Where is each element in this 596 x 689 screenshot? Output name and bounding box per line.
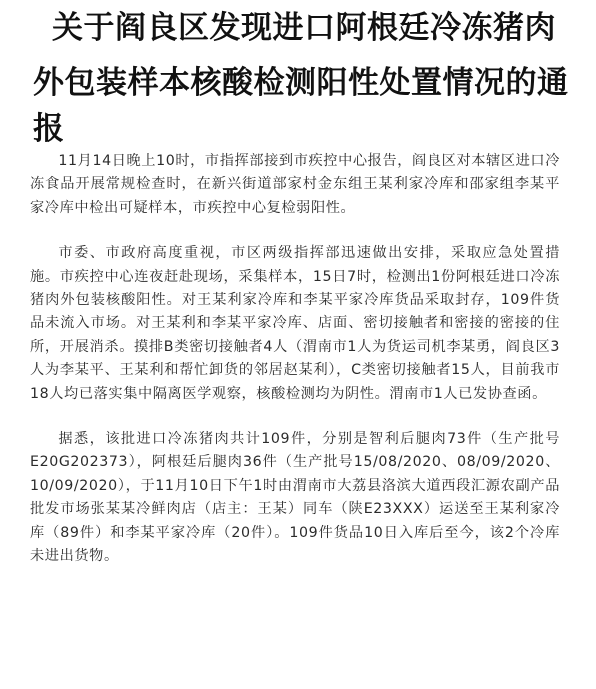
paragraph-emergency-response: 市委、市政府高度重视，市区两级指挥部迅速做出安排，采取应急处置措施。市疾控中心连夜赶赴现场，采集样本，15日7时，检测出1份阿根廷进口冷冻猪肉外包装核酸阳性。对王某利家冷库和李某平家冷库货品采取封存，109件货品未流入市场。对王某利和李某平家冷库、店面、密切接触者和密接的密接的住所，开展消杀。摸排B类密切接触者4人（渭南市1人为货运司机李某勇，阎良区3人为李某平、王某利和帮忙卸货的邻居赵某利），C类密切接触者15人，目前我市18人均已落实集中隔离医学观察，核酸检测均为阴性。渭南市1人已发协查函。 [30,245,560,402]
paragraph-shipment-details: 据悉，该批进口冷冻猪肉共计109件，分别是智利后腿肉73件（生产批号E20G202373），阿根廷后腿肉36件（生产批号15/08/2020、08/09/2020、10/09/2020），于11月10日下午1时由渭南市大荔县洛滨大道西段汇源农副产品批发市场张某某冷鲜肉店（店主：王某）同车（陕E23XXX）运送至王某利家冷库（89件）和李某平家冷库（20件）。109件货品10日入库后至今，该2个冷库未进出货物。 [30,431,560,565]
notice-title-line-2: 外包装样本核酸检测阳性处置情况的通报 [33,65,569,147]
notice-body [30,150,560,593]
notice-title-line-1: 关于阎良区发现进口阿根廷冷冻猪肉 [52,10,556,46]
paragraph-detection-report: 11月14日晚上10时，市指挥部接到市疾控中心报告，阎良区对本辖区进口冷冻食品开展常规检查时，在新兴街道部家村金东组王某利家冷库和邵家组李某平家冷库中检出可疑样本，市疾控中心复检弱阳性。 [30,153,560,216]
